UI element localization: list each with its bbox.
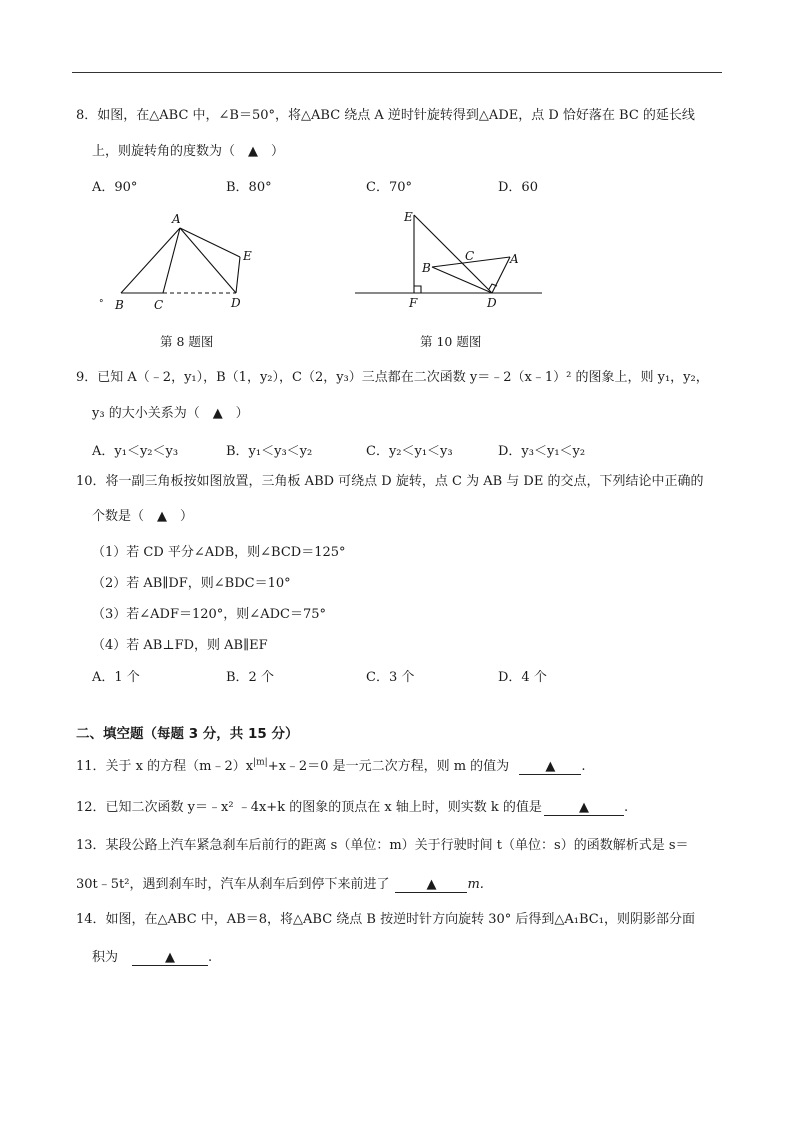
seg-AD xyxy=(180,228,236,293)
q10-statement-2: （2）若 AB∥DF，则∠BDC＝10° xyxy=(92,576,291,591)
q12-end: . xyxy=(623,800,629,815)
label-E: E xyxy=(243,249,252,263)
label-A: A xyxy=(172,212,181,226)
right-angle-F xyxy=(414,286,421,293)
q9-line2: y₃ 的大小关系为（ ▲ ） xyxy=(92,406,249,421)
q11-end: . xyxy=(581,759,586,774)
q11-prefix: 11．关于 x 的方程（m﹣2）x xyxy=(76,759,254,774)
q10-option-b: B．2 个 xyxy=(226,670,274,685)
q9-option-b: B．y₁＜y₃＜y₂ xyxy=(226,444,313,459)
label-B: B xyxy=(115,298,124,312)
q9-option-d: D．y₃＜y₁＜y₂ xyxy=(498,444,586,459)
seg-ED xyxy=(414,215,492,293)
figure-q10 xyxy=(350,205,550,320)
label-A: A xyxy=(510,252,519,266)
label-C: C xyxy=(154,298,164,312)
q10-option-c: C．3 个 xyxy=(366,670,415,685)
q11-suffix: +x﹣2＝0 是一元二次方程，则 m 的值为 xyxy=(267,759,510,774)
q13-answer-blank[interactable]: ▲ xyxy=(395,878,467,893)
q12 xyxy=(76,796,628,816)
section-title: 二、填空题（每题 3 分，共 15 分） xyxy=(76,726,299,742)
q11 xyxy=(76,755,585,775)
label-mark: ° xyxy=(99,299,104,309)
q10-line1: 10．将一副三角板按如图放置，三角板 ABD 可绕点 D 旋转，点 C 为 AB 与 DE 的交点，下列结论中正确的 xyxy=(76,474,704,489)
q10-line2: 个数是（ ▲ ） xyxy=(92,509,193,524)
q12-answer-blank[interactable]: ▲ xyxy=(544,801,624,816)
q13-line2-wrap xyxy=(76,873,484,893)
q14-line1: 14．如图，在△ABC 中，AB＝8，将△ABC 绕点 B 按逆时针方向旋转 30° 后得到△A₁BC₁，则阴影部分面 xyxy=(76,912,695,927)
seg-AD xyxy=(492,257,510,293)
caption-fig8: 第 8 题图 xyxy=(160,334,214,349)
q8-option-a: A．90° xyxy=(92,180,138,195)
q13-end: m. xyxy=(467,877,484,892)
seg-BD xyxy=(432,267,492,293)
q8-line1: 8．如图，在△ABC 中，∠B＝50°，将△ABC 绕点 A 逆时针旋转得到△ADE，点 D 恰好落在 BC 的延长线 xyxy=(76,108,695,123)
q8-option-b: B．80° xyxy=(226,180,272,195)
label-F: F xyxy=(409,296,418,310)
q13-line2: 30t﹣5t²，遇到刹车时，汽车从刹车后到停下来前进了 xyxy=(76,877,390,892)
q11-sup: |m| xyxy=(253,757,268,768)
label-D: D xyxy=(231,296,241,310)
q10-statement-3: （3）若∠ADF＝120°，则∠ADC＝75° xyxy=(92,607,327,622)
q13-line1: 13．某段公路上汽车紧急刹车后前行的距离 s（单位：m）关于行驶时间 t（单位：s）的函数解析式是 s＝ xyxy=(76,838,689,853)
caption-fig10: 第 10 题图 xyxy=(420,334,482,349)
seg-DE xyxy=(236,257,240,293)
q9-option-c: C．y₂＜y₁＜y₃ xyxy=(366,444,453,459)
q14-line2-wrap xyxy=(92,946,212,966)
q8-line2: 上，则旋转角的度数为（ ▲ ） xyxy=(92,144,284,159)
right-angle-D xyxy=(489,284,498,290)
q10-statement-1: （1）若 CD 平分∠ADB，则∠BCD＝125° xyxy=(92,545,346,560)
q9-option-a: A．y₁＜y₂＜y₃ xyxy=(92,444,179,459)
label-C: C xyxy=(465,249,475,263)
q10-option-a: A．1 个 xyxy=(92,670,140,685)
q14-answer-blank[interactable]: ▲ xyxy=(132,951,208,966)
label-E: E xyxy=(404,210,413,224)
q14-line2: 积为 xyxy=(92,950,119,965)
q12-prefix: 12．已知二次函数 y＝﹣x² ﹣4x+k 的图象的顶点在 x 轴上时，则实数 k 的值是 xyxy=(76,800,542,815)
figure-q8 xyxy=(90,205,280,320)
q10-statement-4: （4）若 AB⊥FD，则 AB∥EF xyxy=(92,638,268,653)
q11-answer-blank[interactable]: ▲ xyxy=(519,760,581,775)
q8-option-c: C．70° xyxy=(366,180,412,195)
label-D: D xyxy=(487,296,497,310)
seg-AE xyxy=(180,228,240,257)
q9-line1: 9．已知 A（﹣2，y₁），B（1，y₂），C（2，y₃）三点都在二次函数 y＝﹣2（x﹣1）² 的图象上，则 y₁，y₂， xyxy=(76,370,709,385)
label-B: B xyxy=(422,261,431,275)
header-rule xyxy=(72,72,722,73)
q14-end: . xyxy=(208,950,213,965)
q8-option-d: D．60 xyxy=(498,180,538,195)
q10-option-d: D．4 个 xyxy=(498,670,547,685)
